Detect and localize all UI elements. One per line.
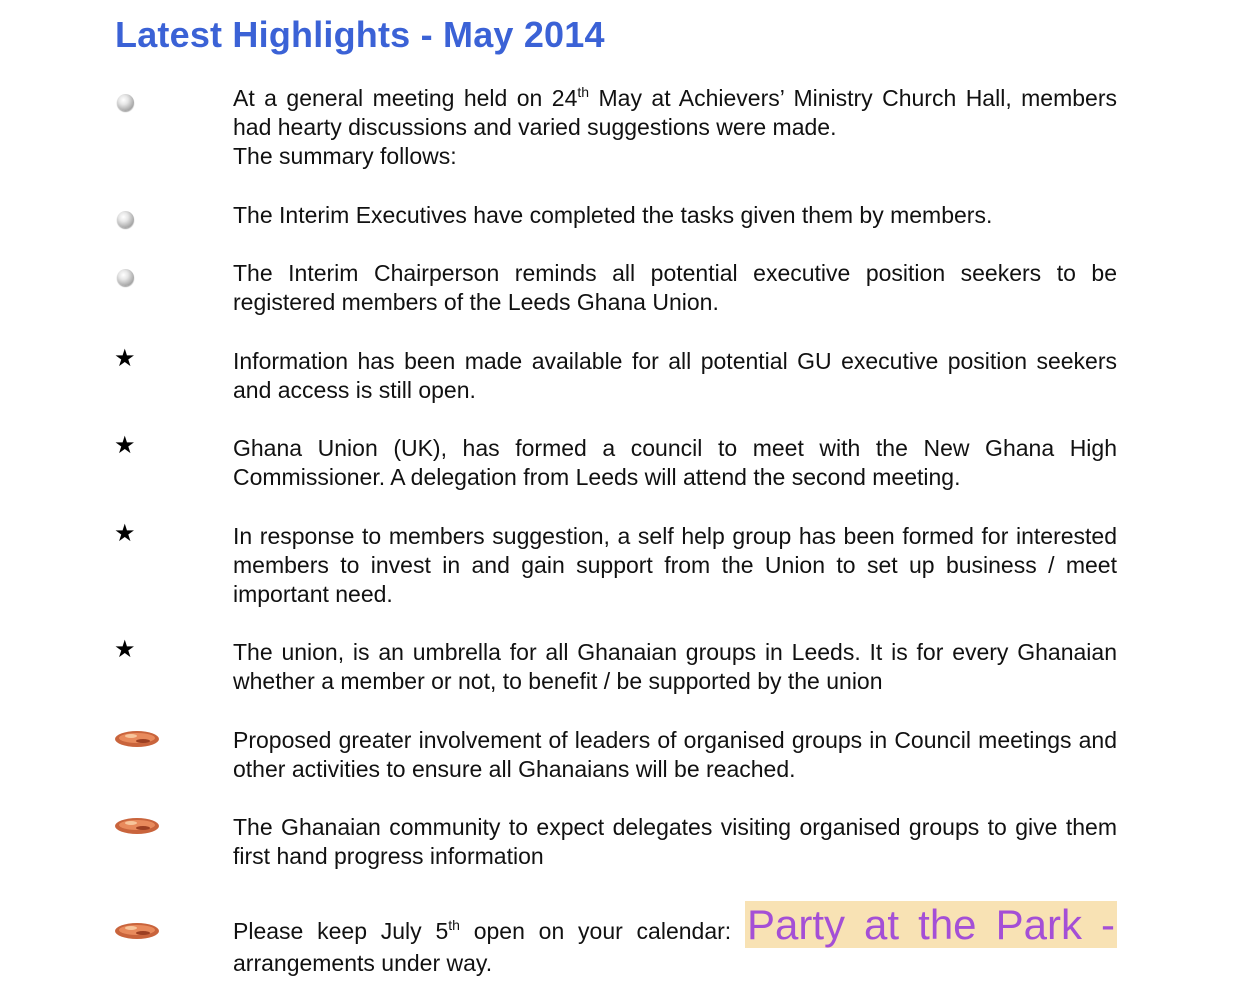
pearl-icon bbox=[117, 94, 134, 111]
bead-icon bbox=[114, 922, 160, 940]
summary-line: The summary follows: bbox=[233, 143, 457, 169]
bullet bbox=[112, 431, 152, 466]
bullet bbox=[112, 86, 152, 116]
bead-icon bbox=[114, 817, 160, 835]
bullet bbox=[112, 344, 152, 379]
highlight-text: Ghana Union (UK), has formed a council to meet with the New Ghana High Commissioner. A delegation from Leeds will attend the second meeting. bbox=[233, 435, 1117, 490]
ordinal-suffix: th bbox=[448, 917, 460, 933]
highlight-text bbox=[233, 84, 1117, 171]
calendar-line bbox=[233, 903, 1117, 948]
star-icon: ★ bbox=[114, 635, 136, 663]
bullet bbox=[112, 261, 152, 291]
meeting-text-start: At a general meeting held on 24 bbox=[233, 85, 578, 111]
highlight-text bbox=[233, 903, 1117, 978]
bullet bbox=[112, 728, 152, 758]
highlight-text: The union, is an umbrella for all Ghanaian groups in Leeds. It is for every Ghanaian whether a member or not, to benefit / be supported by the union bbox=[233, 639, 1117, 694]
highlight-text: The Interim Chairperson reminds all potential executive position seekers to be registered members of the Leeds Ghana Union. bbox=[233, 260, 1117, 315]
meeting-paragraph bbox=[233, 84, 1117, 142]
calendar-text-end: open on your calendar: bbox=[459, 918, 745, 944]
highlight-text: Information has been made available for all potential GU executive position seekers and access is still open. bbox=[233, 348, 1117, 403]
highlight-text: The Ghanaian community to expect delegates visiting organised groups to give them first hand progress information bbox=[233, 814, 1117, 869]
bullet bbox=[112, 519, 152, 554]
highlight-text: In response to members suggestion, a self help group has been formed for interested members to invest in and gain support from the Union to set up business / meet important need. bbox=[233, 523, 1117, 607]
arrangements-line: arrangements under way. bbox=[233, 950, 493, 976]
bullet bbox=[112, 635, 152, 670]
star-icon: ★ bbox=[114, 431, 136, 459]
highlight-text: The Interim Executives have completed the tasks given them by members. bbox=[233, 202, 993, 228]
bullet bbox=[112, 203, 152, 233]
meeting-text-end: May at Achievers’ Ministry Church Hall, members had hearty discussions and varied suggestions were made. bbox=[233, 85, 1118, 140]
star-icon: ★ bbox=[114, 344, 136, 372]
pearl-icon bbox=[117, 211, 134, 228]
pearl-icon bbox=[117, 269, 134, 286]
bullet bbox=[112, 920, 152, 950]
calendar-text-start: Please keep July 5 bbox=[233, 918, 449, 944]
page-title: Latest Highlights - May 2014 bbox=[115, 14, 605, 55]
ordinal-suffix: th bbox=[577, 84, 590, 100]
bullet bbox=[112, 815, 152, 845]
party-highlight: Party at the Park - bbox=[746, 901, 1115, 948]
bead-icon bbox=[114, 730, 160, 748]
star-icon: ★ bbox=[114, 519, 136, 547]
highlight-text: Proposed greater involvement of leaders of organised groups in Council meetings and other activities to ensure all Ghanaians will be reached. bbox=[233, 727, 1117, 782]
